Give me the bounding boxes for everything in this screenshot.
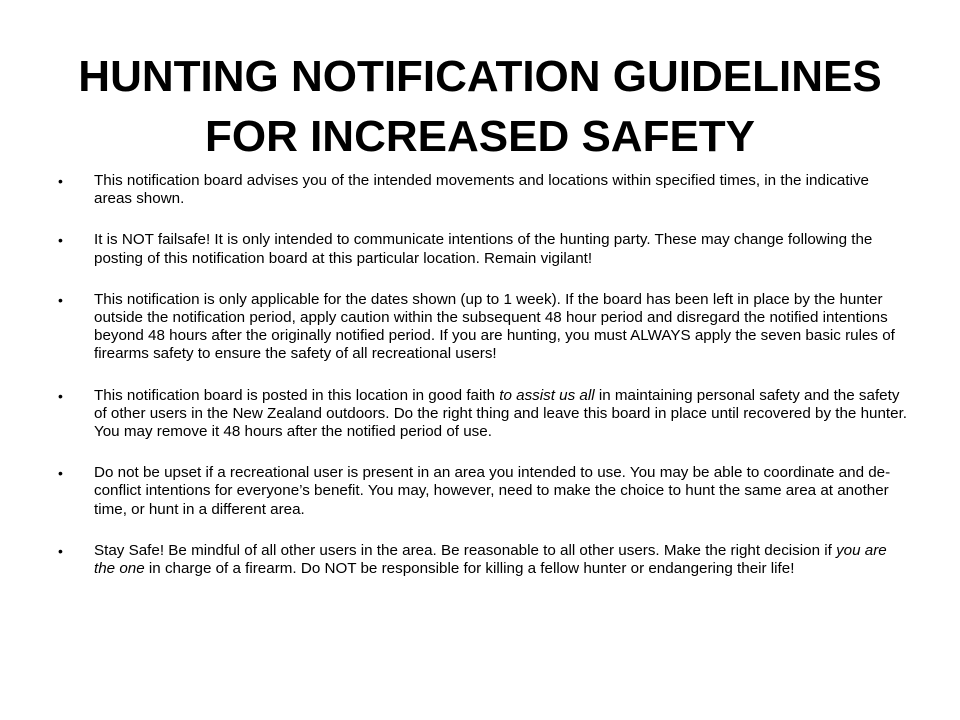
guideline-item-advisory xyxy=(58,172,908,208)
bullet-icon: • xyxy=(58,465,63,482)
page-title xyxy=(40,47,920,167)
guideline-text xyxy=(94,387,907,440)
guideline-text-before: This notification board is posted in this location in good faith xyxy=(94,386,500,404)
guideline-item-recreational-user xyxy=(58,464,908,519)
title-line-1: HUNTING NOTIFICATION GUIDELINES xyxy=(78,52,882,102)
guideline-text-before: Stay Safe! Be mindful of all other users in the area. Be reasonable to all other users. Make the right decision if xyxy=(94,541,837,559)
guidelines-list xyxy=(58,172,908,601)
guideline-text-after: in charge of a firearm. Do NOT be responsible for killing a fellow hunter or endangering their life! xyxy=(144,560,795,578)
guideline-item-stay-safe xyxy=(58,542,908,578)
guideline-text-italic: to assist us all xyxy=(499,386,595,404)
bullet-icon: • xyxy=(58,232,63,249)
guideline-text-italic: you are the one xyxy=(94,541,887,578)
guideline-text: This notification board advises you of the intended movements and locations within specified times, in the indicative areas shown. xyxy=(94,172,869,208)
guideline-text-after: in maintaining personal safety and the safety of other users in the New Zealand outdoors. Do the right thing and leave this board in place until recovered by the hunter. You may remove it 48 hours after the notified period of use. xyxy=(94,386,908,441)
guideline-item-good-faith xyxy=(58,387,908,442)
bullet-icon: • xyxy=(58,173,63,189)
guideline-text: This notification is only applicable for the dates shown (up to 1 week). If the board has been left in place by the hunter outside the notification period, apply caution within the subsequent 48 hour period and disregard the notified intentions beyond 48 hours after the originally notified period. If you are hunting, you must ALWAYS apply the seven basic rules of firearms safety to ensure the safety of all recreational users! xyxy=(94,290,895,363)
guideline-text: Do not be upset if a recreational user is present in an area you intended to use. You may be able to coordinate and de-conflict intentions for everyone’s benefit. You may, however, need to make the choice to hunt the same area at another time, or hunt in a different area. xyxy=(94,464,891,518)
guideline-text xyxy=(94,542,887,577)
bullet-icon: • xyxy=(58,542,63,559)
guideline-item-dates xyxy=(58,291,908,364)
title-line-2: FOR INCREASED SAFETY xyxy=(204,112,756,162)
guideline-text: It is NOT failsafe! It is only intended to communicate intentions of the hunting party. These may change following the posting of this notification board at this particular location. Remain vigilant! xyxy=(94,231,873,267)
guideline-item-not-failsafe xyxy=(58,231,908,267)
bullet-icon: • xyxy=(58,291,63,308)
bullet-icon: • xyxy=(58,387,63,404)
